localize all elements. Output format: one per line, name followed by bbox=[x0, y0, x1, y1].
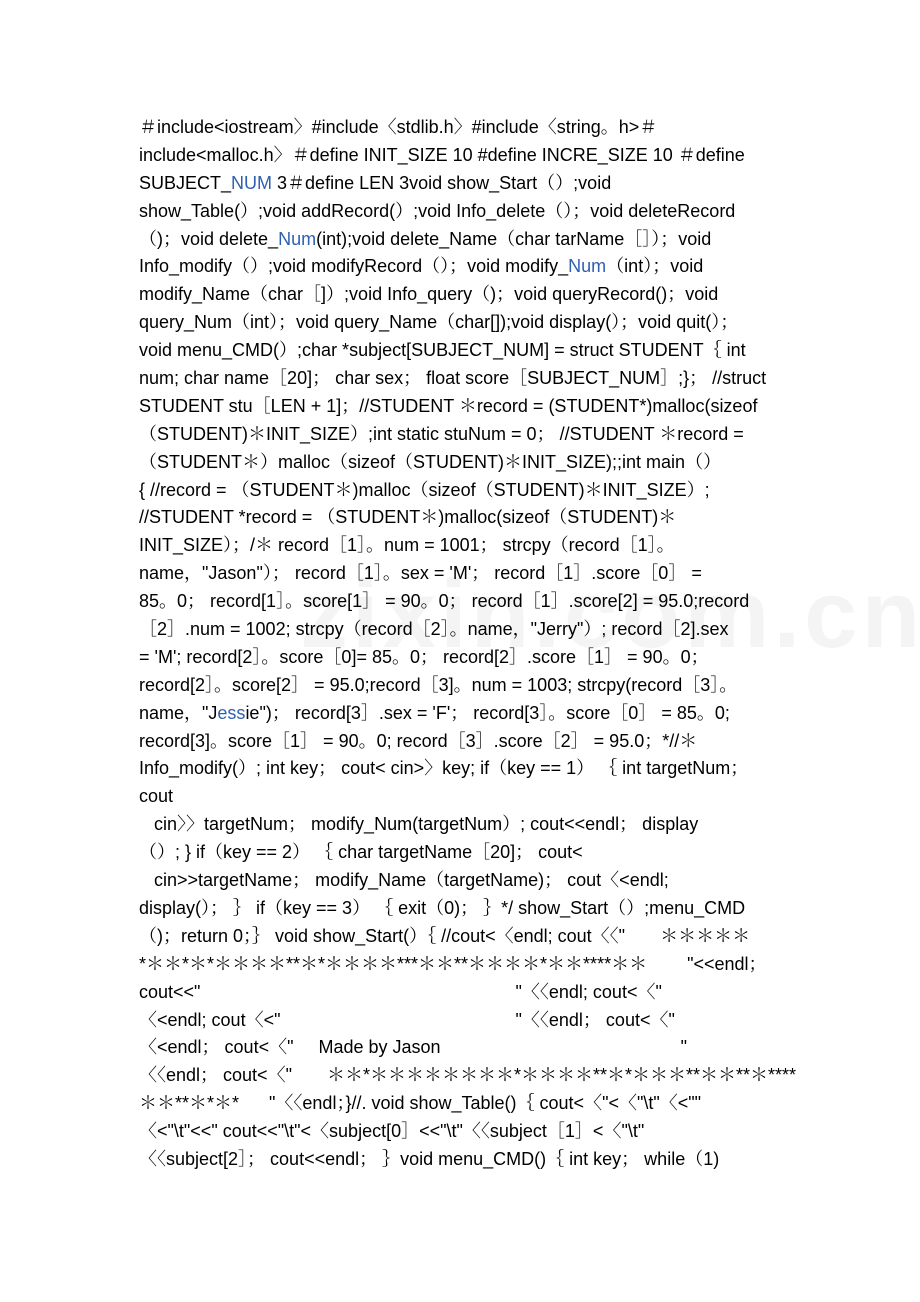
code-text: （int）；void bbox=[606, 256, 704, 277]
code-text: ＊＊**＊*＊* "〈〈endl；}//. void show_Table()｛ cout<〈"<〈"\t"〈<"" bbox=[139, 1093, 702, 1114]
code-line bbox=[139, 811, 829, 839]
code-line bbox=[139, 588, 829, 616]
code-text: （）; } if（key == 2） ｛ char targetName［20]； cout< bbox=[139, 842, 583, 863]
code-text: record[3]。score［1］ = 90。0; record［3］.score［2］ = 95.0；*//＊ bbox=[139, 730, 698, 751]
code-text: include<malloc.h〉＃define INIT_SIZE 10 #define INCRE_SIZE 10 ＃define bbox=[139, 144, 745, 165]
code-line bbox=[139, 783, 829, 811]
code-text: name，"Jason"）； record［1］。sex = 'M'； record［1］.score［0］ = bbox=[139, 563, 702, 584]
code-line bbox=[139, 114, 829, 142]
code-text: cout<<" "〈〈endl; cout<〈" bbox=[139, 981, 662, 1002]
code-text: query_Num（int）；void query_Name（char[]);void display(）；void quit(）； bbox=[139, 312, 739, 333]
code-text: ［2］.num = 1002; strcpy（record［2］。name，"Jerry"）; record［2].sex bbox=[139, 619, 729, 640]
code-text: STUDENT stu［LEN + 1]；//STUDENT ＊record = (STUDENT*)malloc(sizeof bbox=[139, 395, 758, 416]
code-line bbox=[139, 421, 829, 449]
code-line bbox=[139, 616, 829, 644]
code-line bbox=[139, 1118, 829, 1146]
code-line bbox=[139, 672, 829, 700]
code-line bbox=[139, 839, 829, 867]
highlighted-text: ess bbox=[217, 702, 246, 723]
code-text: Info_modify（）;void modifyRecord（）；void modify_ bbox=[139, 256, 569, 277]
code-text: 〈<endl; cout〈<" "〈〈endl； cout<〈" bbox=[139, 1009, 675, 1030]
code-text: Info_modify(）; int key； cout< cin>〉key; if（key == 1） ｛ int targetNum； bbox=[139, 758, 749, 779]
code-text: （STUDENT)＊INIT_SIZE）;int static stuNum = 0； //STUDENT ＊record = bbox=[139, 423, 744, 444]
code-line bbox=[139, 170, 829, 198]
code-text: name，"J bbox=[139, 702, 218, 723]
code-text: void menu_CMD(）;char *subject[SUBJECT_NUM] = struct STUDENT｛ int bbox=[139, 340, 746, 361]
code-line bbox=[139, 867, 829, 895]
code-line bbox=[139, 728, 829, 756]
code-text: modify_Name（char［]）;void Info_query（)；void queryRecord()；void bbox=[139, 284, 719, 305]
code-text: SUBJECT_ bbox=[139, 172, 232, 193]
code-text: 〈<endl； cout<〈" Made by Jason " bbox=[139, 1037, 687, 1058]
code-text: num; char name［20]； char sex； float score［SUBJECT_NUM］;}； //struct bbox=[139, 368, 767, 389]
code-text: （)；void delete_ bbox=[139, 228, 279, 249]
code-text: 〈〈subject[2］； cout<<endl； ｝void menu_CMD()｛ int key； while（1) bbox=[139, 1148, 720, 1169]
code-text: 85。0； record[1］。score[1］ = 90。0； record［1］.score[2] = 95.0;record bbox=[139, 591, 750, 612]
code-line bbox=[139, 755, 829, 783]
code-line bbox=[139, 449, 829, 477]
code-text: cin>>targetName； modify_Name（targetName)； cout〈<endl; bbox=[139, 870, 669, 891]
code-text: ＃include<iostream〉#include〈stdlib.h〉#include〈string。h>＃ bbox=[139, 117, 658, 137]
code-text: //STUDENT *record = （STUDENT＊)malloc(sizeof（STUDENT)＊ bbox=[139, 507, 677, 528]
code-line bbox=[139, 1090, 829, 1118]
code-line bbox=[139, 504, 829, 532]
code-text: record[2］。score[2］ = 95.0;record［3]。num = 1003; strcpy(record［3］。 bbox=[139, 674, 738, 695]
highlighted-text: Num bbox=[278, 228, 317, 249]
code-line bbox=[139, 532, 829, 560]
code-line bbox=[139, 1062, 829, 1090]
code-line bbox=[139, 337, 829, 365]
code-text: *＊＊*＊*＊＊＊＊**＊*＊＊＊＊***＊＊**＊＊＊＊*＊＊****＊＊ "<<endl； bbox=[139, 953, 767, 974]
code-line bbox=[139, 365, 829, 393]
code-line bbox=[139, 1146, 829, 1174]
code-text: （STUDENT＊）malloc（sizeof（STUDENT)＊INIT_SIZE);;int main（） bbox=[139, 451, 722, 472]
code-text: { //record = （STUDENT＊)malloc（sizeof（STUDENT)＊INIT_SIZE）; bbox=[139, 479, 710, 500]
highlighted-text: Num bbox=[568, 256, 607, 277]
document-body bbox=[139, 114, 829, 1174]
code-text: show_Table(）;void addRecord(）;void Info_delete（）；void deleteRecord bbox=[139, 200, 736, 221]
code-text: 〈<"\t"<<" cout<<"\t"<〈subject[0］<<"\t"〈〈subject［1］<〈"\t" bbox=[139, 1121, 645, 1142]
code-line bbox=[139, 309, 829, 337]
code-text: = 'M'; record[2］。score［0]= 85。0； record[2］.score［1］ = 90。0； bbox=[139, 646, 709, 667]
code-line bbox=[139, 393, 829, 421]
code-line bbox=[139, 281, 829, 309]
code-text: (int);void delete_Name（char tarName［］）；void bbox=[316, 228, 712, 249]
code-line bbox=[139, 142, 829, 170]
code-line bbox=[139, 1007, 829, 1035]
code-text: ie")； record[3］.sex = 'F'； record[3］。score［0］ = 85。0; bbox=[245, 702, 730, 723]
code-text: （)；return 0；｝ void show_Start(）｛ //cout<〈endl; cout〈〈" ＊＊＊＊＊ bbox=[139, 925, 751, 946]
code-line bbox=[139, 253, 829, 281]
code-line bbox=[139, 644, 829, 672]
highlighted-text: NUM bbox=[231, 172, 273, 193]
code-text: 〈〈endl； cout<〈" ＊＊*＊＊＊＊＊＊＊＊*＊＊＊＊**＊*＊＊＊**＊＊**＊**** bbox=[139, 1065, 797, 1086]
code-text: display(）； ｝ if（key == 3） ｛ exit（0)； ｝*/ show_Start（）;menu_CMD bbox=[139, 897, 746, 918]
code-text: cin〉〉targetNum； modify_Num(targetNum）; cout<<endl； display bbox=[139, 814, 699, 835]
code-text: cout bbox=[139, 786, 174, 807]
code-line bbox=[139, 951, 829, 979]
code-line bbox=[139, 477, 829, 505]
code-line bbox=[139, 979, 829, 1007]
code-line bbox=[139, 1034, 829, 1062]
code-text: 3＃define LEN 3void show_Start（）;void bbox=[272, 172, 612, 193]
code-line bbox=[139, 895, 829, 923]
code-line bbox=[139, 560, 829, 588]
code-text: INIT_SIZE）；/＊ record［1］。num = 1001； strcpy（record［1］。 bbox=[139, 535, 675, 556]
code-line bbox=[139, 226, 829, 254]
code-line bbox=[139, 923, 829, 951]
code-line bbox=[139, 700, 829, 728]
code-line bbox=[139, 198, 829, 226]
